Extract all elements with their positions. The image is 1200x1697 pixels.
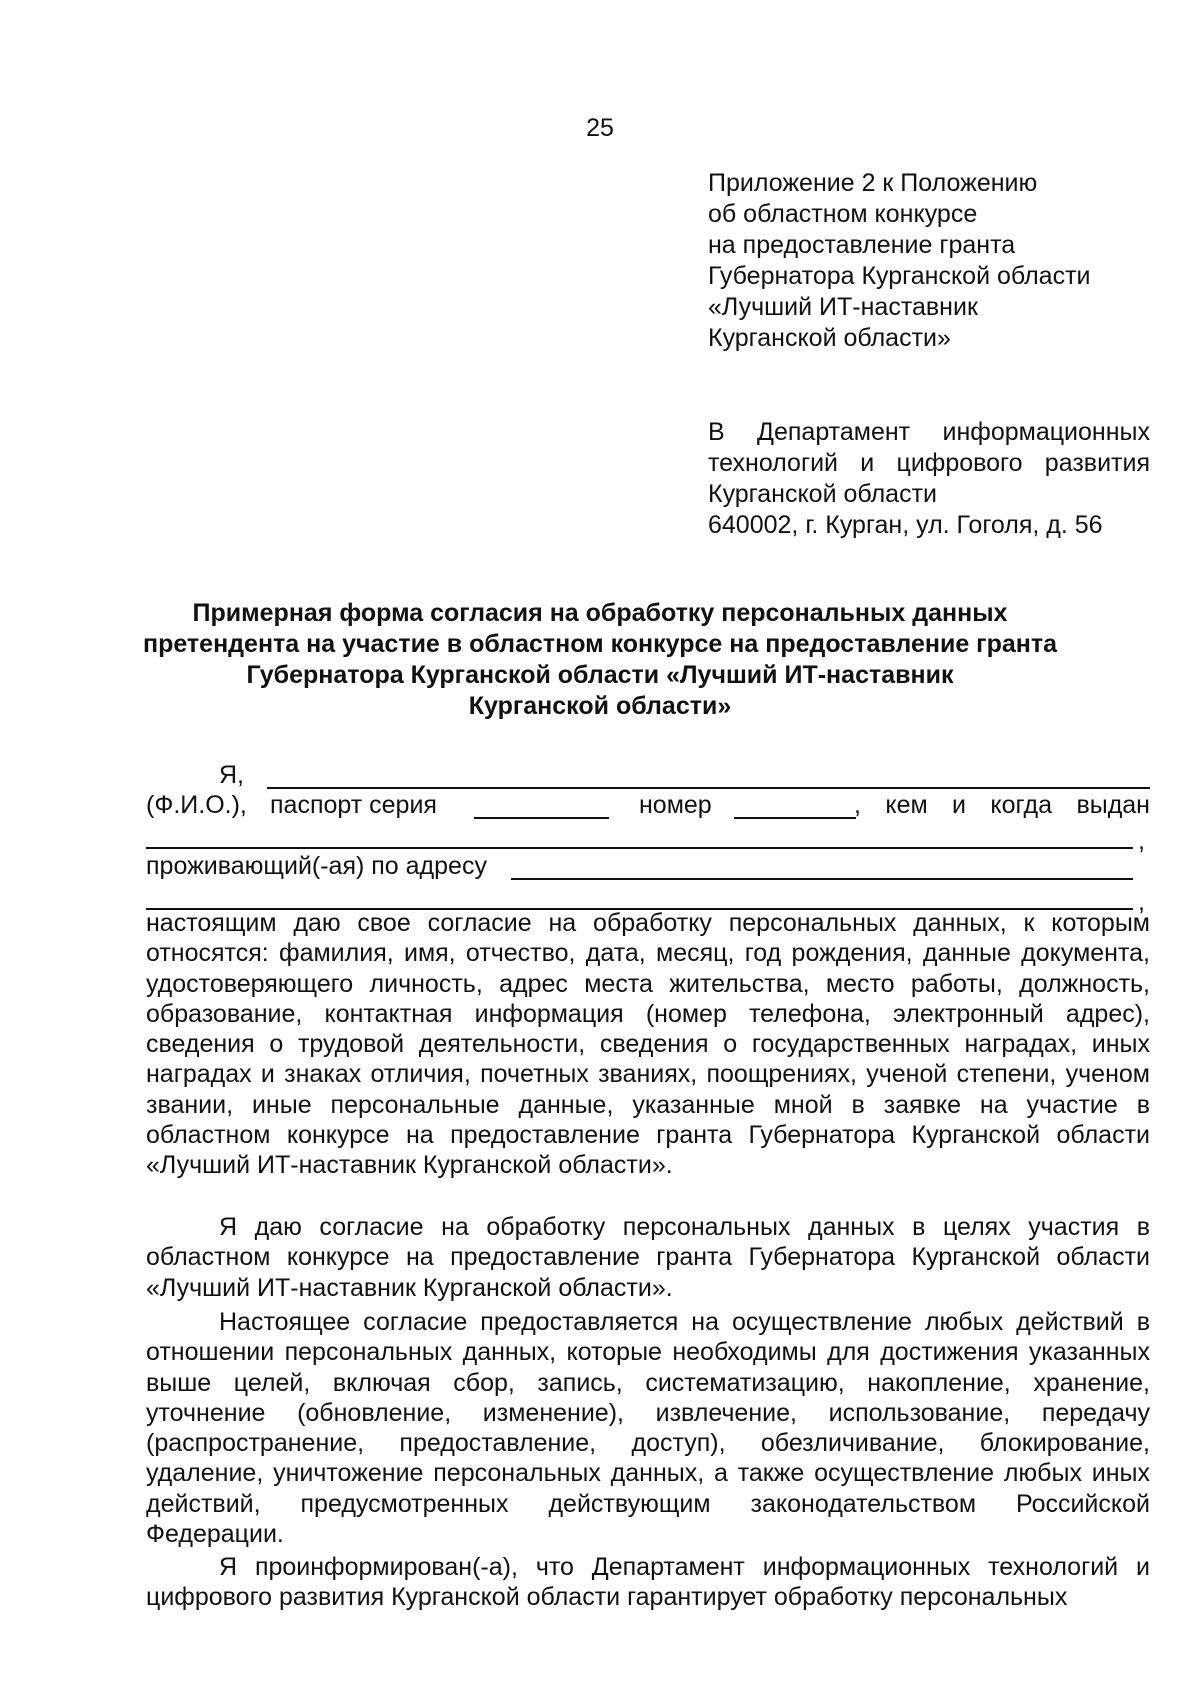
paragraph-consent-actions <box>146 1307 1150 1549</box>
title-line: Курганской области» <box>468 692 732 720</box>
residing-label: проживающий(-ая) по адресу <box>146 852 487 880</box>
paragraph-text: настоящим даю свое согласие на обработку персональных данных, к которым относятся: фамилия, имя, отчество, дата, месяц, год рождения, данные документа, удостоверяющего личность, адрес места жительства, место работы, должность, образование, контактная информация (номер телефона, электронный адрес), сведения о трудовой деятельности, сведения о государственных наградах, иных наградах и знаках отличия, почетных званиях, поощрениях, ученой степени, ученом звании, иные персональные данные, указанные мной в заявке на участие в областном конкурсе на предоставление гранта Губернатора Курганской области «Лучший ИТ-наставник Курганской области». <box>146 909 1150 1180</box>
comma: , <box>1138 827 1145 855</box>
appendix-line: на предоставление гранта <box>708 231 1016 259</box>
addressee-block <box>708 417 1150 541</box>
title-line: Губернатора Курганской области «Лучший ИТ-наставник <box>246 661 954 689</box>
comma: , <box>1138 888 1145 916</box>
appendix-line: «Лучший ИТ-наставник <box>708 293 978 321</box>
paragraph-consent-scope <box>146 908 1150 1181</box>
addressee-line: Курганской области <box>708 480 938 508</box>
passport-series-label: паспорт серия <box>270 791 437 819</box>
title-line: претендента на участие в областном конкурсе на предоставление гранта <box>142 630 1057 658</box>
title-line: Примерная форма согласия на обработку персональных данных <box>192 599 1008 627</box>
passport-number-blank[interactable] <box>734 817 856 819</box>
paragraph-text: Я даю согласие на обработку персональных данных в целях участия в областном конкурсе на предоставление гранта Губернатора Курганской области «Лучший ИТ-наставник Курганской области». <box>146 1213 1150 1302</box>
addressee-line: технологий и цифрового развития <box>708 449 1150 477</box>
paragraph-text: Настоящее согласие предоставляется на осуществление любых действий в отношении персональных данных, которые необходимы для достижения указанных выше целей, включая сбор, запись, систематизацию, накопление, хранение, уточнение (обновление, изменение), извлечение, использование, передачу (распространение, предоставление, доступ), обезличивание, блокирование, удаление, уничтожение персональных данных, а также осуществление любых иных действий, предусмотренных действующим законодательством Российской Федерации. <box>146 1308 1150 1549</box>
document-title <box>100 598 1100 722</box>
address-blank[interactable] <box>511 878 1133 880</box>
appendix-line: Губернатора Курганской области <box>708 262 1091 290</box>
appendix-line: Приложение 2 к Положению <box>708 169 1038 197</box>
addressee-line: В Департамент информационных <box>708 418 1150 446</box>
passport-series-blank[interactable] <box>474 817 609 819</box>
appendix-note <box>708 168 1158 354</box>
paragraph-text: Я проинформирован(-а), что Департамент информационных технологий и цифрового развития Курганской области гарантирует обработку персональных <box>146 1553 1150 1612</box>
ya-label: Я, <box>219 761 244 789</box>
fio-blank-line[interactable] <box>267 787 1150 789</box>
fio-label: (Ф.И.О.), <box>146 791 247 819</box>
page-number: 25 <box>586 114 614 142</box>
issued-by-blank[interactable] <box>146 847 1133 849</box>
paragraph-informed <box>146 1552 1150 1613</box>
addressee-address: 640002, г. Курган, ул. Гоголя, д. 56 <box>708 511 1103 539</box>
issued-by-label: , кем и когда выдан <box>854 791 1150 819</box>
appendix-line: об областном конкурсе <box>708 200 978 228</box>
appendix-line: Курганской области» <box>708 324 951 352</box>
passport-number-label: номер <box>639 791 712 819</box>
paragraph-consent-purpose <box>146 1212 1150 1303</box>
